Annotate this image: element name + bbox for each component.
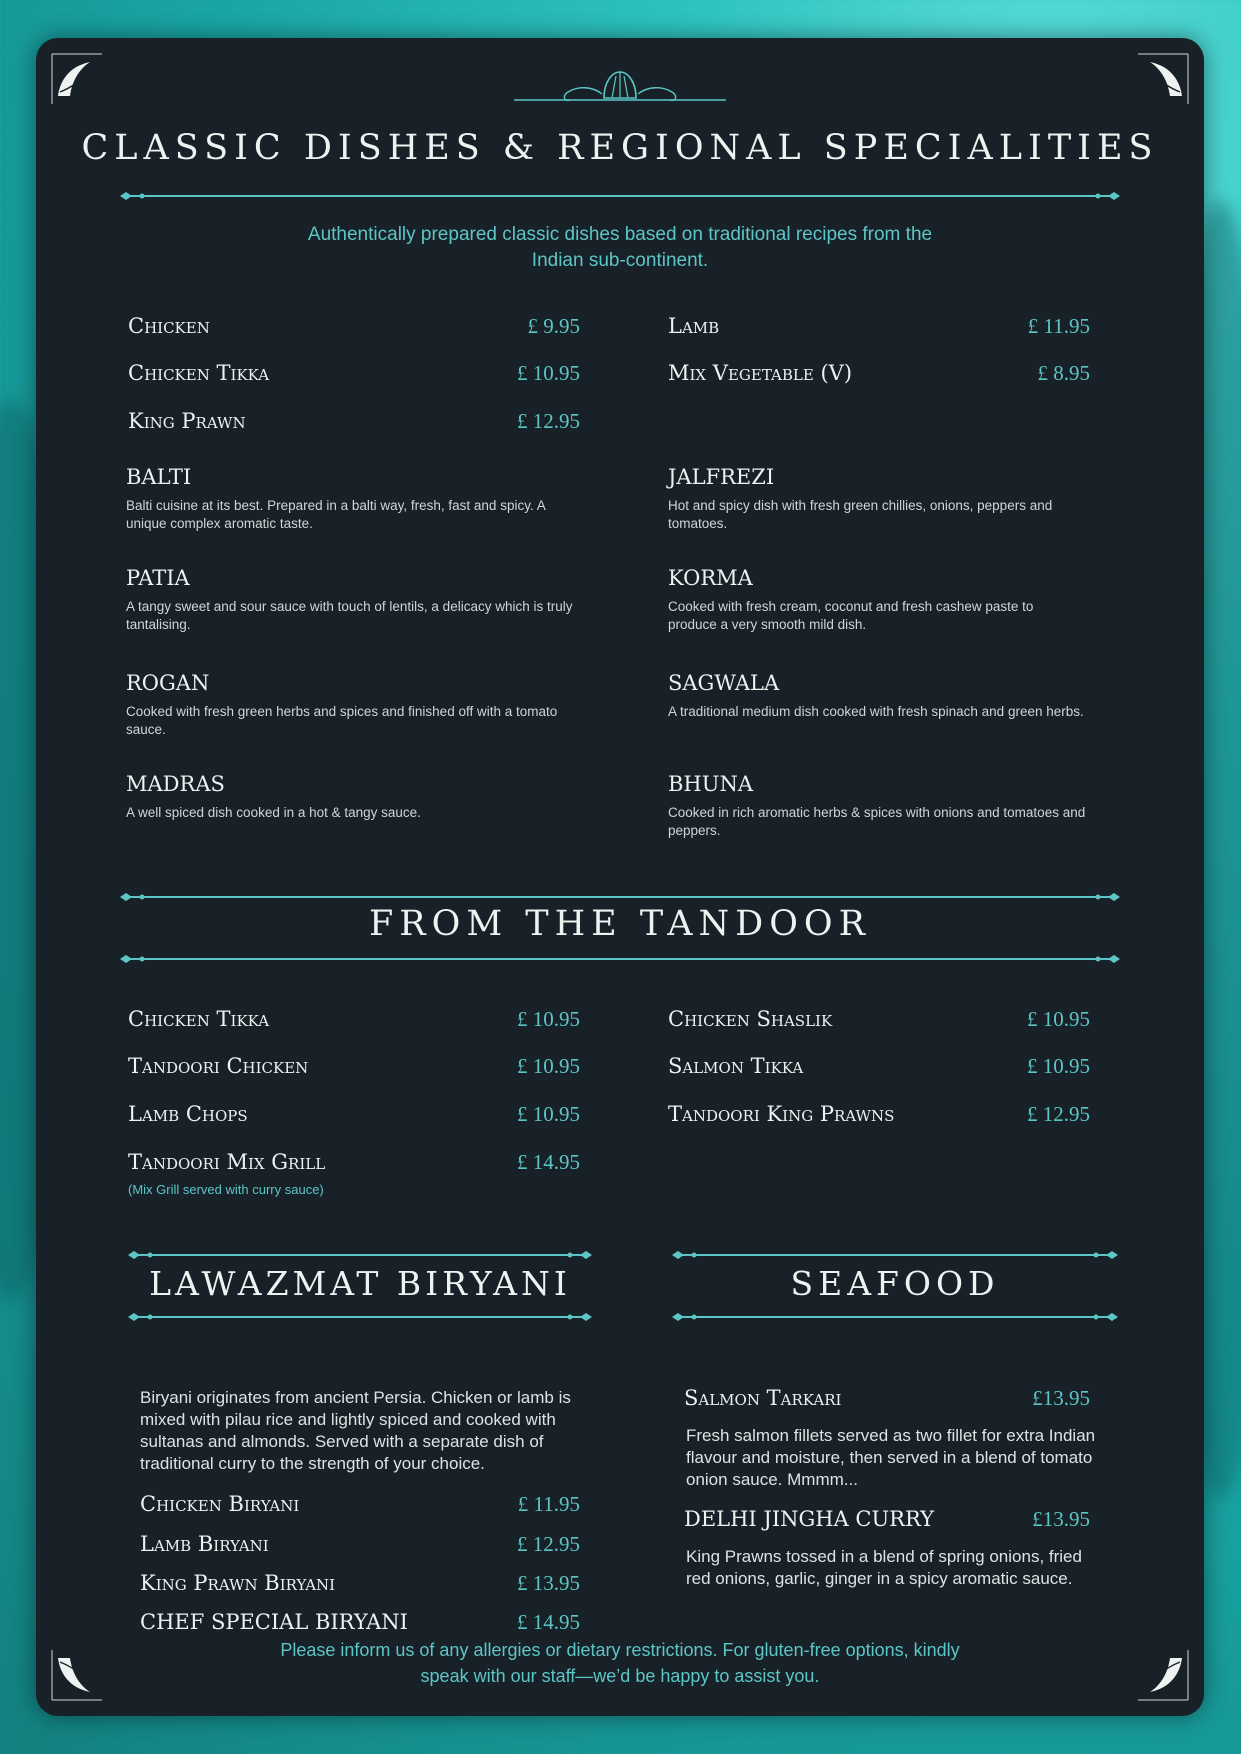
dish-description: Balti cuisine at its best. Prepared in a balti way, fresh, fast and spicy. A unique complex aromatic taste. (126, 498, 545, 531)
menu-item-name: DELHI JINGHA CURRY (684, 1507, 935, 1531)
menu-item-price: £ 10.95 (517, 1102, 580, 1126)
dish-description: A well spiced dish cooked in a hot & tangy sauce. (126, 805, 421, 820)
section-divider (120, 891, 1120, 903)
menu-item-price: £ 10.95 (517, 1054, 580, 1078)
dish-name: BALTI (126, 465, 192, 489)
dish-description: A traditional medium dish cooked with fresh spinach and green herbs. (668, 704, 1084, 719)
dish-description: A tangy sweet and sour sauce with touch of lentils, a delicacy which is truly tantalising. (126, 599, 573, 632)
menu-item-name: Chicken (128, 314, 210, 338)
menu-item-name: Chicken Biryani (140, 1492, 300, 1516)
menu-item-price: £ 8.95 (1037, 361, 1090, 385)
corner-ornament-icon (1134, 52, 1190, 108)
section-divider (120, 190, 1120, 202)
shell-ornament-icon (512, 64, 728, 104)
dish-name: MADRAS (126, 772, 225, 796)
dish-name: KORMA (668, 566, 753, 590)
section-divider (672, 1311, 1118, 1323)
classic-title: CLASSIC DISHES & REGIONAL SPECIALITIES (81, 128, 1159, 168)
menu-item-price: £ 13.95 (517, 1571, 580, 1595)
seafood-title: SEAFOOD (790, 1264, 1000, 1303)
menu-item-price: £ 14.95 (517, 1610, 580, 1634)
section-divider (128, 1311, 592, 1323)
menu-card (36, 38, 1204, 1716)
section-divider (120, 953, 1120, 965)
menu-item-price: £ 10.95 (1027, 1054, 1090, 1078)
menu-item-price: £ 10.95 (517, 361, 580, 385)
menu-item-price: £ 10.95 (1027, 1007, 1090, 1031)
menu-item-price: £ 14.95 (517, 1150, 580, 1174)
dish-name: BHUNA (668, 772, 753, 796)
menu-item-name: King Prawn Biryani (140, 1571, 336, 1595)
menu-item-name: Lamb Biryani (140, 1532, 269, 1556)
dish-name: ROGAN (126, 671, 210, 695)
corner-ornament-icon (50, 52, 106, 108)
menu-item-name: Chicken Tikka (128, 361, 270, 385)
menu-item-name: Lamb Chops (128, 1102, 248, 1126)
dish-name: PATIA (126, 566, 190, 590)
allergy-footer: Please inform us of any allergies or dietary restrictions. For gluten-free options, kindly speak with our staff—we’d be happy to assist you. (280, 1640, 960, 1686)
menu-item-price: £ 12.95 (1027, 1102, 1090, 1126)
menu-item-price: £ 11.95 (517, 1492, 580, 1516)
biryani-intro: Biryani originates from ancient Persia. Chicken or lamb is mixed with pilau rice and lightly spiced and cooked with sultanas and almonds. Served with a separate dish of traditional curry to the strength of your choice. (140, 1388, 571, 1473)
menu-item-name: Chicken Tikka (128, 1007, 270, 1031)
menu-item-name: CHEF SPECIAL BIRYANI (140, 1610, 408, 1634)
menu-item-name: Chicken Shaslik (668, 1007, 833, 1031)
dish-description: Cooked with fresh green herbs and spices and finished off with a tomato sauce. (126, 704, 558, 737)
seafood-description: Fresh salmon fillets served as two fillet for extra Indian flavour and moisture, then served in a blend of tomato onion sauce. Mmmm... (686, 1426, 1096, 1489)
corner-ornament-icon (50, 1646, 106, 1702)
menu-item-name: Tandoori Chicken (128, 1054, 309, 1078)
menu-item-price: £ 9.95 (527, 314, 580, 338)
menu-item-name: Mix Vegetable (V) (668, 361, 853, 385)
menu-item-name: Salmon Tikka (668, 1054, 804, 1078)
menu-item-price: £13.95 (1032, 1386, 1090, 1410)
dish-name: SAGWALA (668, 671, 780, 695)
menu-item-price: £ 12.95 (517, 409, 580, 433)
section-divider (672, 1249, 1118, 1261)
tandoor-title: FROM THE TANDOOR (369, 904, 871, 944)
menu-item-name: Lamb (668, 314, 720, 338)
biryani-title: LAWAZMAT BIRYANI (149, 1264, 571, 1303)
corner-ornament-icon (1134, 1646, 1190, 1702)
dish-description: Cooked with fresh cream, coconut and fresh cashew paste to produce a very smooth mild dish. (668, 599, 1034, 632)
seafood-description: King Prawns tossed in a blend of spring onions, fried red onions, garlic, ginger in a spicy aromatic sauce. (686, 1547, 1082, 1588)
menu-item-name: King Prawn (128, 409, 246, 433)
section-divider (128, 1249, 592, 1261)
classic-intro: Authentically prepared classic dishes based on traditional recipes from the Indian sub-continent. (307, 224, 933, 271)
menu-item-name: Salmon Tarkari (684, 1386, 842, 1410)
mix-grill-note: (Mix Grill served with curry sauce) (128, 1182, 324, 1197)
menu-item-price: £13.95 (1032, 1507, 1090, 1531)
menu-item-price: £ 12.95 (517, 1532, 580, 1556)
dish-description: Hot and spicy dish with fresh green chillies, onions, peppers and tomatoes. (668, 498, 1053, 531)
menu-item-price: £ 10.95 (517, 1007, 580, 1031)
dish-description: Cooked in rich aromatic herbs & spices with onions and tomatoes and peppers. (668, 805, 1086, 838)
menu-item-name: Tandoori Mix Grill (128, 1150, 326, 1174)
menu-item-price: £ 11.95 (1027, 314, 1090, 338)
dish-name: JALFREZI (668, 465, 775, 489)
menu-item-name: Tandoori King Prawns (668, 1102, 895, 1126)
